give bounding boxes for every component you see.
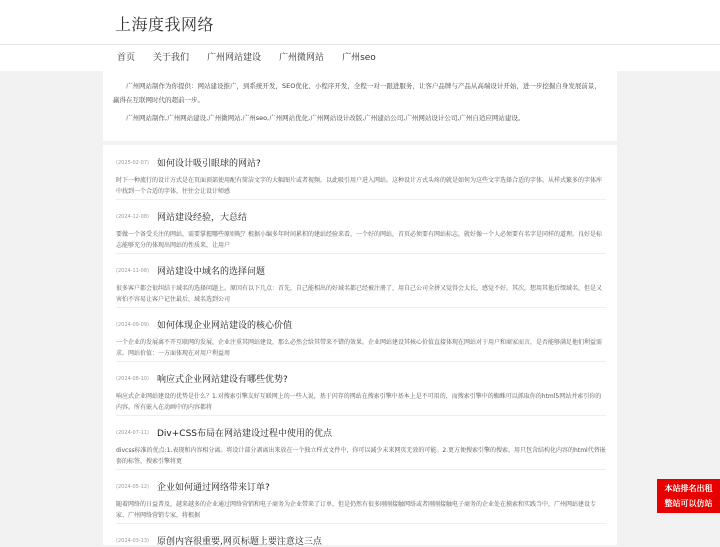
main-nav — [0, 45, 720, 71]
list-item — [116, 317, 606, 362]
article-date: (2024-09-09) — [116, 322, 149, 328]
list-item — [116, 479, 606, 524]
nav-item-seo[interactable]: 广州seo — [342, 53, 376, 63]
article-list — [103, 145, 617, 545]
nav-item-micro-site[interactable]: 广州微网站 — [279, 53, 325, 63]
list-item — [116, 533, 606, 545]
promo-badge[interactable] — [657, 479, 720, 513]
article-summary: divcss标准的优点:1.表现和内容相分离。将设计部分剥离出来放在一个独立样式文件中，你可以减少未来网页无效的可能。2.更方便搜索引擎的搜索。用只包含结构化内容的html代替嵌套的标签，搜索引擎将更 — [116, 447, 606, 465]
promo-badge-line-1: 本站排名出租 — [664, 484, 713, 493]
promo-badge-line-2: 整站可以仿站 — [664, 499, 713, 508]
list-item — [116, 371, 606, 416]
article-summary: 要做一个备受关注的网站，需要掌握哪些原则呢？根据小编多年时间累积的建站经验来看，一个好的网站，首页必须要有网站标志，就好像一个人必须要有名字是同样的道理。良好是标志能够充分的体现出网站的性质来，让用户 — [116, 231, 603, 249]
article-title[interactable]: 响应式企业网站建设有哪些优势? — [157, 375, 288, 385]
article-date: (2025-02-07) — [116, 160, 149, 166]
article-date: (2024-08-10) — [116, 376, 149, 382]
article-date: (2024-03-13) — [116, 538, 149, 544]
article-title[interactable]: 网站建设中域名的选择问题 — [157, 267, 266, 277]
article-summary: 时下一种流行的设计方式是在页面顶部使用配有简洁文字的大幅图片或者视频，以此吸引用户进入网站。这种设计方式头疼的就是如何为这些文字选择合适的字体。从样式繁多的字体库中找到一个合适的字体，往往会让设计师感 — [116, 177, 603, 195]
article-date: (2024-12-08) — [116, 214, 149, 220]
article-summary: 很多客户都会很纠结于域名的选择问题上。原因有以下几点：首先，自己能相出的好域名都已经被注册了，用自己公司全拼又觉得会太长，感觉不好。其次，想用其他后缀域名，但是又害怕不容易让客户记住最后，域名选到公司 — [116, 285, 603, 303]
article-title[interactable]: Div+CSS布局在网站建设过程中使用的优点 — [157, 429, 333, 439]
article-title[interactable]: 原创内容很重要,网页标题上要注意这三点 — [157, 537, 322, 547]
nav-item-home[interactable]: 首页 — [117, 53, 136, 63]
intro-paragraph-2: 广州网站制作,广州网站建设,广州微网站,广州seo,广州网站优化,广州网站设计改版,广州建站公司,广州网站设计公司,广州自适应网站建设。 — [126, 114, 525, 122]
intro-box — [103, 71, 617, 141]
article-summary: 一个企业的发展离不开互联网的发展，企业注重其网站建设，那么必然会给其带来不错的效果。企业网站建设其核心价值直接体现在网站对于用户和商家而言，是否能够满足他们利益需求。网站价值：一方面体现在对用户利益周 — [116, 339, 603, 357]
article-title[interactable]: 网站建设经验，大总结 — [157, 213, 248, 223]
list-item — [116, 209, 606, 254]
nav-item-web-building[interactable]: 广州网站建设 — [207, 53, 262, 63]
intro-paragraph-1: 广州网站制作为你提供：网站建设推广，到系统开发，SEO优化、小程序开发，全程一对一跟进服务，让客户品牌与产品从高端设计开始，进一步挖掘自身发展前景，赢得在互联网时代的超前一步。 — [113, 82, 601, 104]
site-title[interactable]: 上海度我网络 — [115, 15, 215, 34]
article-title[interactable]: 企业如何通过网络带来订单? — [157, 483, 270, 493]
article-title[interactable]: 如何体现企业网站建设的核心价值 — [157, 321, 293, 331]
article-date: (2024-11-08) — [116, 268, 149, 274]
list-item — [116, 263, 606, 308]
list-item — [116, 425, 606, 470]
article-summary: 随着网络的日益普及，越来越多的企业通过网络营销和电子商务为企业带来了订单，但是仍然有很多刚刚接触网络或者刚刚接触电子商务的企业处在摸索和实践当中，广州网站建设专家、广州网络营销专家，将根据 — [116, 501, 597, 519]
article-date: (2024-05-12) — [116, 484, 149, 490]
list-item — [116, 155, 606, 200]
article-title[interactable]: 如何设计吸引眼球的网站? — [157, 159, 261, 169]
site-header — [0, 0, 720, 45]
article-summary: 响应式企业网站建设的优势是什么？1.对搜索引擎友好互联网上的一些人说，基于闪存的网站在搜索引擎中基本上是不可用的，而搜索引擎中的蜘蛛可以抓取你的html5网站并索引你的内容。所有嵌入在动画中的内容都将 — [116, 393, 602, 411]
article-date: (2024-07-11) — [116, 430, 149, 436]
nav-item-about[interactable]: 关于我们 — [153, 53, 190, 63]
